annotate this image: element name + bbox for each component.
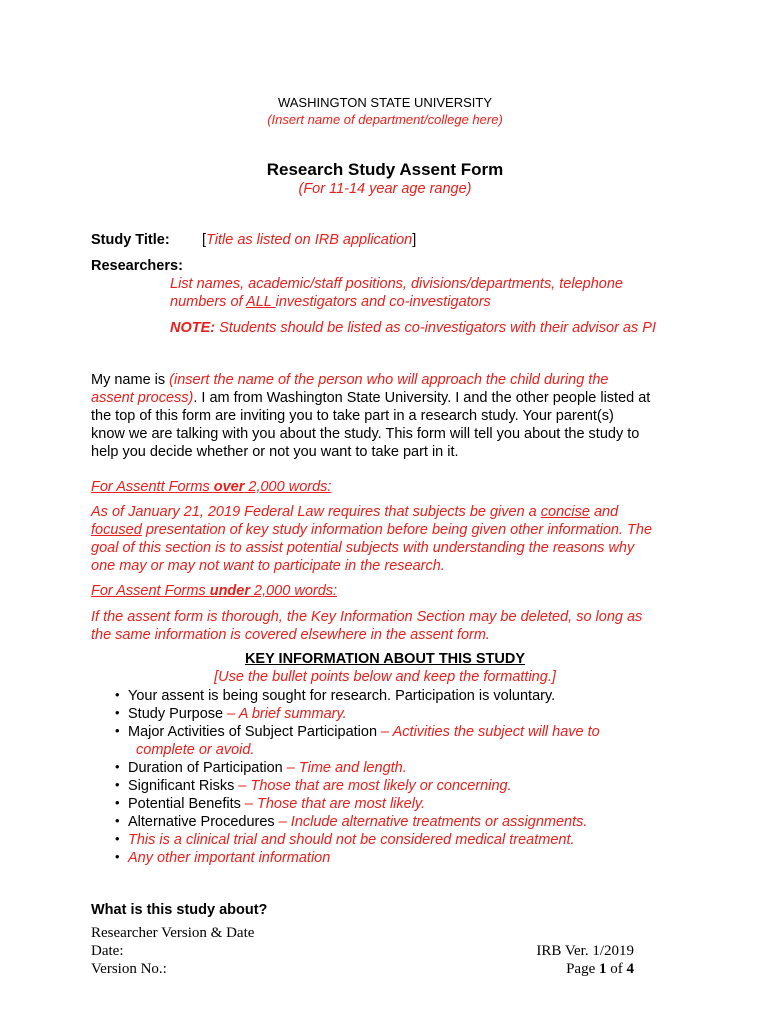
note-text: Students should be listed as co-investigators with their advisor as PI bbox=[215, 320, 656, 336]
bullet-instruction: – Those that are most likely or concerning. bbox=[234, 778, 512, 794]
bullet-instruction: This is a clinical trial and should not be considered medical treatment. bbox=[128, 832, 575, 848]
bullet-instruction: – Those that are most likely. bbox=[240, 796, 426, 812]
researchers-all-emphasis: ALL bbox=[246, 294, 276, 310]
researchers-label: Researchers: bbox=[91, 258, 183, 274]
over-line1 bbox=[91, 503, 691, 521]
over-2000-paragraph bbox=[91, 503, 691, 575]
intro-line3: the top of this form are inviting you to take part in a research study. Your parent(s) bbox=[91, 408, 614, 424]
intro-from-wsu: . I am from Washington State University. I and the other people listed at bbox=[193, 390, 651, 406]
page-current: 1 bbox=[599, 961, 607, 977]
footer-version-no: Version No.: bbox=[91, 961, 167, 977]
page-pre: Page bbox=[566, 961, 599, 977]
key-info-heading: KEY INFORMATION ABOUT THIS STUDY bbox=[244, 651, 526, 667]
bullet-icon: • bbox=[115, 705, 120, 720]
under-2000-paragraph bbox=[91, 608, 691, 644]
form-title: Research Study Assent Form bbox=[266, 160, 504, 179]
bullet-icon: • bbox=[115, 849, 120, 864]
bullet-instruction: Any other important information bbox=[128, 850, 331, 866]
what-is-study-about-heading: What is this study about? bbox=[91, 902, 268, 918]
study-title-field bbox=[202, 232, 416, 248]
bullet-instruction: – A brief summary. bbox=[223, 706, 347, 722]
footer-researcher-version: Researcher Version & Date bbox=[91, 925, 255, 941]
bullet-instruction: – Activities the subject will have to bbox=[377, 724, 600, 740]
researchers-line2-suffix: investigators and co-investigators bbox=[275, 294, 491, 310]
bullet-label: Study Purpose bbox=[128, 706, 224, 722]
key-info-bullet bbox=[128, 813, 668, 831]
page-total: 4 bbox=[626, 961, 634, 977]
intro-line2 bbox=[91, 389, 691, 407]
study-title-placeholder: Title as listed on IRB application bbox=[206, 232, 413, 248]
under-heading-pre: For Assent Forms bbox=[91, 583, 210, 599]
over-concise: concise bbox=[540, 504, 590, 520]
bullet-label: Your assent is being sought for research. Participation is voluntary. bbox=[128, 688, 556, 704]
under-line1: If the assent form is thorough, the Key Information Section may be deleted, so long as bbox=[91, 609, 643, 625]
bullet-icon: • bbox=[115, 723, 120, 738]
bullet-label: Potential Benefits bbox=[128, 796, 241, 812]
page-of: of bbox=[606, 961, 627, 977]
over-line3: goal of this section is to assist potential subjects with understanding the reasons why bbox=[91, 540, 635, 556]
key-info-bullet bbox=[128, 777, 668, 795]
over-l2-post: presentation of key study information before being given other information. The bbox=[141, 522, 653, 538]
bullet-instruction-continued: complete or avoid. bbox=[136, 742, 255, 758]
under-line2: the same information is covered elsewhere in the assent form. bbox=[91, 627, 490, 643]
intro-line1 bbox=[91, 371, 691, 389]
bullet-icon: • bbox=[115, 795, 120, 810]
bullet-label: Duration of Participation bbox=[128, 760, 283, 776]
key-info-bullet bbox=[128, 705, 668, 723]
note-label: NOTE: bbox=[170, 320, 216, 336]
footer-date-label: Date: bbox=[91, 943, 124, 959]
over-heading-bold: over bbox=[213, 479, 245, 495]
under-heading-post: 2,000 words: bbox=[250, 583, 338, 599]
under-heading-bold: under bbox=[209, 583, 250, 599]
researchers-line1: List names, academic/staff positions, divisions/departments, telephone bbox=[170, 276, 623, 292]
intro-insert-name-1: (insert the name of the person who will approach the child during the bbox=[169, 372, 609, 388]
bullet-instruction: – Time and length. bbox=[282, 760, 407, 776]
bullet-icon: • bbox=[115, 759, 120, 774]
bullet-label: Major Activities of Subject Participation bbox=[128, 724, 378, 740]
over-line2 bbox=[91, 521, 691, 539]
researchers-line2-prefix: numbers of bbox=[170, 294, 247, 310]
over-l1-pre: As of January 21, 2019 Federal Law requires that subjects be given a bbox=[91, 504, 541, 520]
over-2000-heading bbox=[91, 478, 691, 496]
over-line4: one may or may not want to participate in the research. bbox=[91, 558, 445, 574]
bullet-label: Alternative Procedures bbox=[128, 814, 275, 830]
study-title-label: Study Title: bbox=[91, 232, 170, 248]
intro-insert-name-2: assent process) bbox=[91, 390, 194, 406]
key-info-bullet bbox=[128, 831, 668, 849]
intro-line5: help you decide whether or not you want to take part in it. bbox=[91, 444, 459, 460]
key-info-bullet bbox=[128, 795, 668, 813]
bracket-close: ] bbox=[412, 232, 417, 248]
intro-paragraph bbox=[91, 371, 691, 461]
department-placeholder: (Insert name of department/college here) bbox=[267, 112, 503, 127]
age-range: (For 11-14 year age range) bbox=[298, 181, 472, 197]
over-l1-post: and bbox=[589, 504, 619, 520]
bullet-icon: • bbox=[115, 813, 120, 828]
over-focused: focused bbox=[91, 522, 142, 538]
over-heading-post: 2,000 words: bbox=[244, 479, 332, 495]
key-info-bullet bbox=[128, 723, 668, 759]
key-info-bullet bbox=[128, 687, 668, 705]
bullet-icon: • bbox=[115, 831, 120, 846]
key-info-bullet bbox=[128, 759, 668, 777]
footer-irb-version: IRB Ver. 1/2019 bbox=[536, 943, 634, 959]
bullet-instruction: – Include alternative treatments or assignments. bbox=[274, 814, 588, 830]
bullet-icon: • bbox=[115, 687, 120, 702]
bracket-open: [ bbox=[202, 232, 207, 248]
researchers-note bbox=[170, 320, 656, 336]
key-info-bullet bbox=[128, 849, 668, 867]
university-name: WASHINGTON STATE UNIVERSITY bbox=[277, 95, 493, 110]
intro-line4: know we are talking with you about the study. This form will tell you about the study to bbox=[91, 426, 640, 442]
intro-my-name: My name is bbox=[91, 372, 170, 388]
bullet-icon: • bbox=[115, 777, 120, 792]
over-heading-pre: For Assentt Forms bbox=[91, 479, 214, 495]
key-info-instruction: [Use the bullet points below and keep the formatting.] bbox=[214, 669, 556, 685]
researchers-line2 bbox=[170, 294, 491, 310]
under-2000-heading bbox=[91, 582, 691, 600]
footer-page-number bbox=[566, 961, 634, 978]
bullet-label: Significant Risks bbox=[128, 778, 235, 794]
